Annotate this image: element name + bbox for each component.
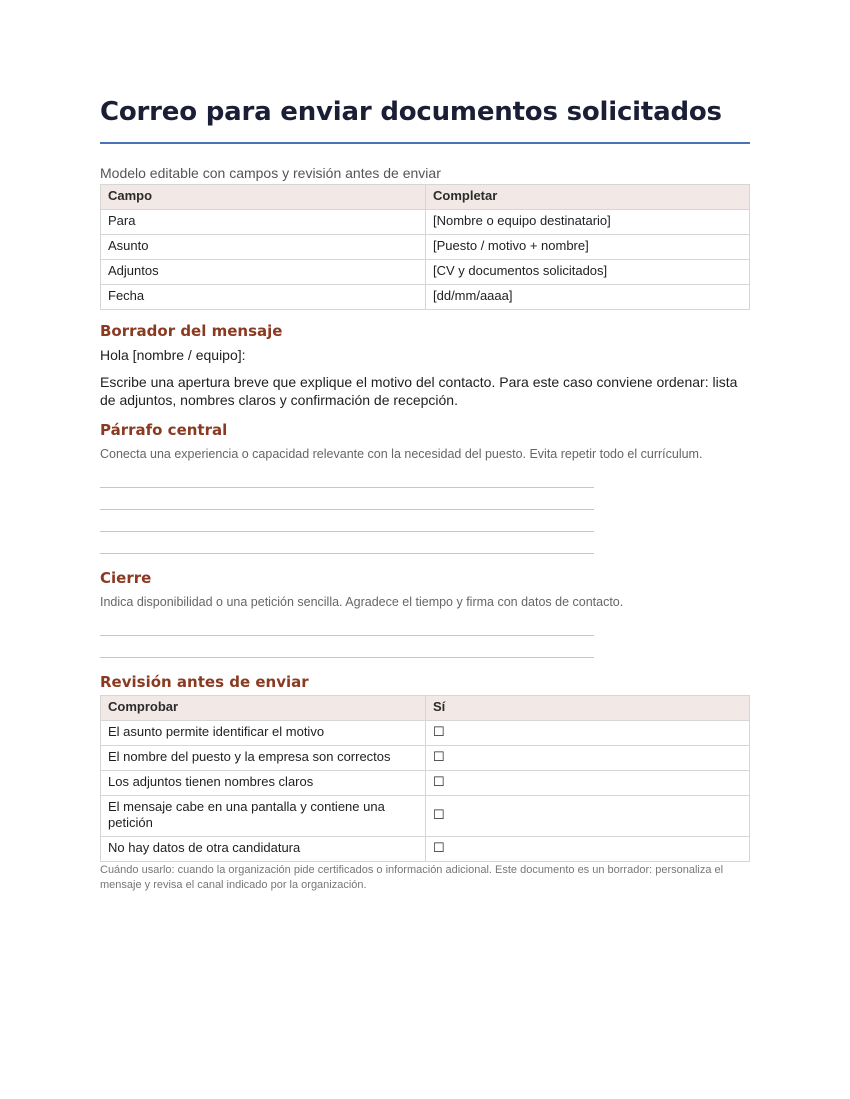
section-heading-draft: Borrador del mensaje xyxy=(100,322,283,340)
field-label: Fecha xyxy=(101,285,426,310)
writing-line[interactable] xyxy=(100,466,594,488)
subtitle: Modelo editable con campos y revisión antes de enviar xyxy=(100,165,441,181)
checkbox-icon[interactable]: ☐ xyxy=(426,721,750,746)
field-label: Para xyxy=(101,210,426,235)
central-hint: Conecta una experiencia o capacidad relevante con la necesidad del puesto. Evita repetir todo el currículum. xyxy=(100,447,703,461)
table-header-row xyxy=(101,696,750,721)
fields-table xyxy=(100,184,750,310)
field-label: Adjuntos xyxy=(101,260,426,285)
table-row xyxy=(101,837,750,862)
table-row xyxy=(101,260,750,285)
checkbox-icon[interactable]: ☐ xyxy=(426,771,750,796)
table-row xyxy=(101,210,750,235)
table-row xyxy=(101,235,750,260)
table-row xyxy=(101,721,750,746)
table-row xyxy=(101,285,750,310)
footer-note: Cuándo usarlo: cuando la organización pide certificados o información adicional. Este documento es un borrador: personaliza el mensaje y revisa el canal indicado por la organización. xyxy=(100,864,724,891)
check-item-label: El nombre del puesto y la empresa son correctos xyxy=(101,746,426,771)
section-heading-central: Párrafo central xyxy=(100,421,228,439)
document-content xyxy=(100,94,750,893)
check-item-label: Los adjuntos tienen nombres claros xyxy=(101,771,426,796)
column-header: Campo xyxy=(101,185,426,210)
draft-body-text: Escribe una apertura breve que explique el motivo del contacto. Para este caso conviene ordenar: lista de adjuntos, nombres claros y confirmación de recepción. xyxy=(100,374,738,408)
section-heading-closing: Cierre xyxy=(100,569,152,587)
column-header: Completar xyxy=(426,185,750,210)
checkbox-icon[interactable]: ☐ xyxy=(426,796,750,837)
check-item-label: El asunto permite identificar el motivo xyxy=(101,721,426,746)
checkbox-icon[interactable]: ☐ xyxy=(426,746,750,771)
writing-line[interactable] xyxy=(100,488,594,510)
field-label: Asunto xyxy=(101,235,426,260)
review-checklist-table xyxy=(100,695,750,862)
checkbox-icon[interactable]: ☐ xyxy=(426,837,750,862)
column-header: Sí xyxy=(426,696,750,721)
check-item-label: No hay datos de otra candidatura xyxy=(101,837,426,862)
central-writing-lines[interactable] xyxy=(100,466,594,554)
writing-line[interactable] xyxy=(100,614,594,636)
writing-line[interactable] xyxy=(100,510,594,532)
check-item-label: El mensaje cabe en una pantalla y contiene una petición xyxy=(101,796,426,837)
section-heading-review: Revisión antes de enviar xyxy=(100,673,309,691)
title-divider xyxy=(100,142,750,144)
field-value[interactable]: [CV y documentos solicitados] xyxy=(426,260,750,285)
page-title: Correo para enviar documentos solicitados xyxy=(100,97,722,127)
greeting-text: Hola [nombre / equipo]: xyxy=(100,347,246,363)
column-header: Comprobar xyxy=(101,696,426,721)
writing-line[interactable] xyxy=(100,532,594,554)
table-row xyxy=(101,746,750,771)
field-value[interactable]: [Nombre o equipo destinatario] xyxy=(426,210,750,235)
closing-hint: Indica disponibilidad o una petición sencilla. Agradece el tiempo y firma con datos de contacto. xyxy=(100,595,624,609)
field-value[interactable]: [dd/mm/aaaa] xyxy=(426,285,750,310)
table-row xyxy=(101,796,750,837)
table-header-row xyxy=(101,185,750,210)
table-row xyxy=(101,771,750,796)
closing-writing-lines[interactable] xyxy=(100,614,594,658)
field-value[interactable]: [Puesto / motivo + nombre] xyxy=(426,235,750,260)
writing-line[interactable] xyxy=(100,636,594,658)
